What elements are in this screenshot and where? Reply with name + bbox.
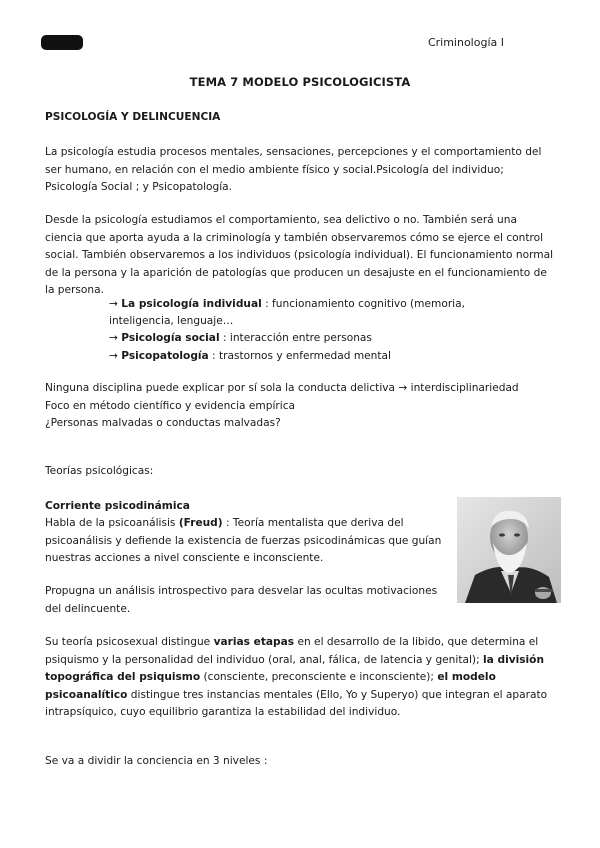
subsection-heading: Corriente psicodinámica	[45, 500, 190, 512]
text-run: en el desarrollo de la libido, que determina el psiquismo y la personalidad del individuo (oral, anal, fálica, de latencia y genital);	[45, 636, 539, 666]
text-run-bold: el modelo psicoanalítico	[45, 671, 496, 701]
note-line: Ninguna disciplina puede explicar por sí sola la conducta delictiva → interdisciplinariedad	[45, 382, 519, 394]
text-run: (consciente, preconsciente e inconsciente);	[200, 671, 438, 683]
theories-label: Teorías psicológicas:	[45, 465, 154, 477]
text-run: distingue tres instancias mentales (Ello, Yo y Superyo) que integran el aparato intrapsíquico, cuyo equilibrio garantiza la estabilidad del individuo.	[45, 688, 548, 718]
text-run: Su teoría psicosexual distingue	[45, 636, 214, 648]
note-line: ¿Personas malvadas o conductas malvadas?	[45, 417, 281, 429]
text-run-bold: (Freud)	[178, 517, 223, 529]
paragraph-introspective: Propugna un análisis introspectivo para desvelar las ocultas motivaciones del delincuente.	[45, 585, 438, 615]
list-item	[109, 330, 529, 347]
list-item-desc: : funcionamiento cognitivo (memoria, inteligencia, lenguaje…	[109, 298, 465, 328]
paragraph-psychology: Desde la psicología estudiamos el comportamiento, sea delictivo o no. También será una ciencia que aporta ayuda a la criminología y también observaremos cómo se ejerce el control social. También observaremos a los individuos (psicología individual). El funcionamiento normal de la persona y la aparición de patologías que producen un desajuste en el funcionamiento de la persona.	[45, 214, 554, 296]
definition-list	[109, 296, 529, 365]
list-item-term: Psicología social	[121, 332, 220, 345]
list-item-desc: : trastornos y enfermedad mental	[208, 349, 391, 362]
note-line: Foco en método científico y evidencia empírica	[45, 399, 296, 412]
text-run: : Teoría mentalista que deriva del psicoanálisis y defiende la existencia de fuerzas psicodinámicas que guían nuestras acciones a nivel consciente e inconsciente.	[45, 517, 442, 564]
list-item	[109, 296, 529, 330]
redacted-name-block	[41, 35, 83, 50]
list-item-term: La psicología individual	[121, 298, 262, 310]
text-run: Habla de la psicoanálisis	[45, 517, 179, 529]
text-run-bold: la división topográfica del psiquismo	[45, 653, 544, 683]
arrow-icon: →	[109, 349, 118, 362]
freud-portrait-image	[457, 497, 561, 603]
paragraph-intro: La psicología estudia procesos mentales, sensaciones, percepciones y el comportamiento del ser humano, en relación con el medio ambiente físico y social.Psicología del individuo; Psicología Social ; y Psicopatología.	[45, 146, 542, 193]
course-header: Criminología I	[427, 36, 504, 49]
section-heading: PSICOLOGÍA Y DELINCUENCIA	[45, 111, 221, 123]
paragraph-levels: Se va a dividir la conciencia en 3 niveles :	[45, 755, 268, 767]
page-title: TEMA 7 MODELO PSICOLOGICISTA	[189, 75, 411, 89]
arrow-icon: →	[109, 332, 118, 345]
list-item	[109, 348, 529, 365]
text-run-bold: varias etapas	[213, 636, 295, 648]
notes-block	[45, 380, 519, 433]
list-item-desc: : interacción entre personas	[219, 332, 372, 345]
paragraph-psychosexual	[45, 634, 557, 722]
paragraph-psychodynamic	[45, 515, 445, 568]
arrow-icon: →	[109, 298, 118, 310]
list-item-term: Psicopatología	[121, 349, 209, 362]
